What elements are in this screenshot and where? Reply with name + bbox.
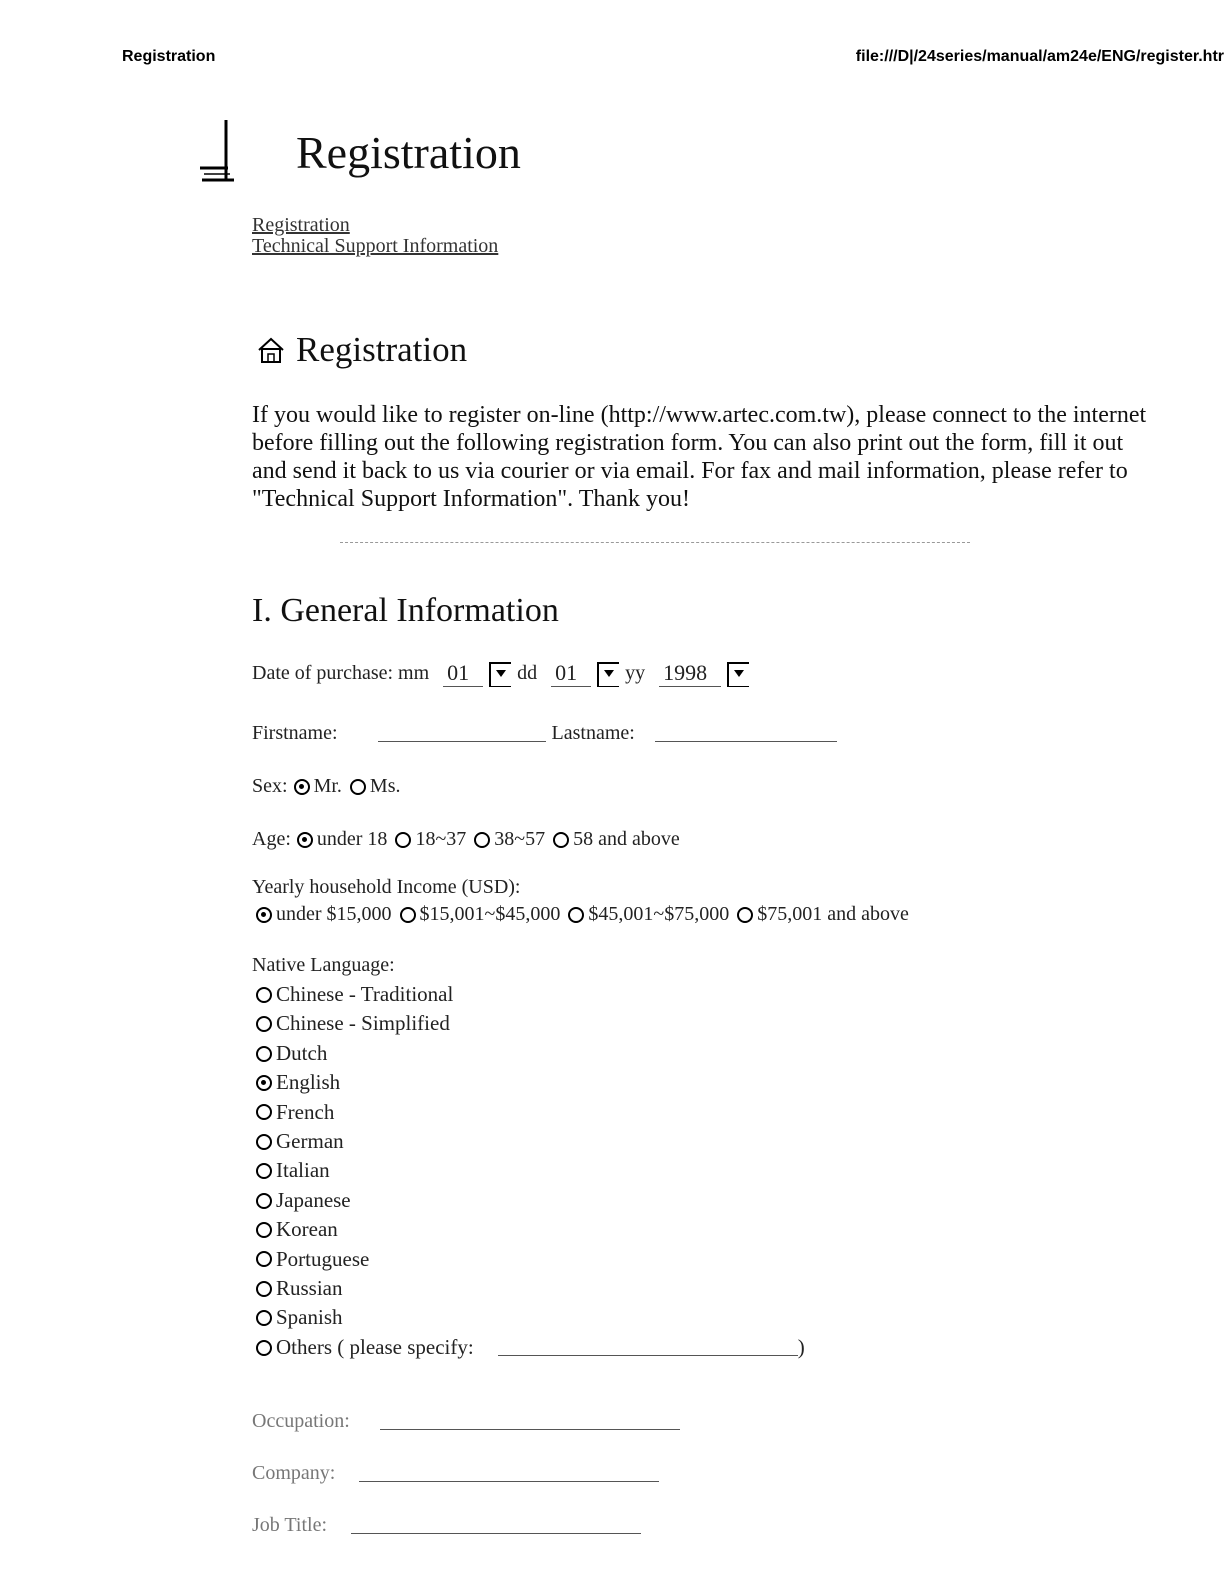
option-label: 58 and above — [573, 828, 680, 850]
radio-icon — [256, 1222, 272, 1238]
income-options-row — [256, 903, 917, 926]
language-option[interactable] — [256, 1098, 805, 1127]
company-label: Company: — [252, 1462, 336, 1484]
section-title: Registration — [296, 330, 468, 369]
income-option[interactable] — [256, 903, 392, 926]
radio-icon — [256, 1016, 272, 1032]
job-title-label: Job Title: — [252, 1514, 328, 1536]
radio-icon — [737, 907, 753, 923]
radio-icon — [256, 1104, 272, 1120]
radio-icon — [568, 907, 584, 923]
option-label: $45,001~$75,000 — [588, 903, 730, 925]
occupation-row — [252, 1410, 680, 1433]
language-label: Native Language: — [252, 954, 395, 976]
income-label-row — [252, 876, 521, 899]
option-label: 38~57 — [494, 828, 546, 850]
divider — [340, 542, 970, 543]
print-header-url: file:///D|/24series/manual/am24e/ENG/register.htr — [855, 48, 1224, 65]
month-value: 01 — [443, 660, 483, 687]
radio-icon — [256, 1193, 272, 1209]
age-option[interactable] — [474, 828, 545, 851]
lastname-label: Lastname: — [551, 722, 635, 744]
age-row — [252, 828, 688, 851]
option-label: Ms. — [369, 775, 401, 797]
option-label: 18~37 — [415, 828, 467, 850]
age-label: Age: — [252, 828, 291, 850]
job-title-input[interactable] — [351, 1517, 641, 1534]
year-value: 1998 — [659, 660, 721, 687]
year-label: yy — [625, 662, 646, 684]
others-specify-input[interactable] — [498, 1339, 798, 1356]
option-label: Italian — [276, 1158, 330, 1183]
language-option[interactable] — [256, 1009, 805, 1038]
income-option[interactable] — [568, 903, 729, 926]
radio-icon — [400, 907, 416, 923]
radio-icon — [256, 987, 272, 1003]
income-option[interactable] — [400, 903, 561, 926]
language-options — [256, 980, 805, 1362]
age-option[interactable] — [553, 828, 680, 851]
section-heading — [256, 330, 467, 370]
radio-icon — [395, 832, 411, 848]
radio-icon — [256, 1310, 272, 1326]
option-label: English — [276, 1070, 341, 1095]
name-row — [252, 722, 837, 745]
bookmark-logo-icon — [196, 118, 236, 186]
sex-label: Sex: — [252, 775, 288, 797]
language-option[interactable] — [256, 1156, 805, 1185]
radio-icon — [256, 1340, 272, 1356]
day-value: 01 — [551, 660, 591, 687]
home-icon — [256, 336, 286, 364]
month-select[interactable] — [443, 660, 511, 687]
age-option[interactable] — [395, 828, 466, 851]
language-option[interactable] — [256, 1245, 805, 1274]
intro-text: If you would like to register on-line (http://www.artec.com.tw), please connect to the internet before filling out the following registration form. You can also print out the form, fill it out and send it back to us via courier or via email. For fax and mail information, please refer to "Technical Support Information". Thank you! — [252, 402, 1147, 512]
option-label: $75,001 and above — [757, 903, 909, 925]
language-option[interactable] — [256, 1127, 805, 1156]
page-title: Registration — [296, 127, 521, 178]
option-label: French — [276, 1099, 335, 1124]
radio-icon — [553, 832, 569, 848]
sex-row — [252, 775, 408, 798]
day-label: dd — [517, 662, 538, 684]
radio-selected-icon — [297, 832, 313, 848]
language-label-row — [252, 954, 395, 977]
lastname-input[interactable] — [655, 725, 837, 742]
language-option[interactable] — [256, 1039, 805, 1068]
income-label: Yearly household Income (USD): — [252, 876, 521, 898]
language-option-others[interactable] — [256, 1333, 805, 1362]
language-option[interactable] — [256, 1186, 805, 1215]
radio-icon — [256, 1134, 272, 1150]
dropdown-arrow-icon — [489, 662, 511, 687]
option-label: Russian — [276, 1276, 343, 1301]
radio-icon — [256, 1251, 272, 1267]
language-option[interactable] — [256, 1303, 805, 1332]
language-option[interactable] — [256, 980, 805, 1009]
day-select[interactable] — [551, 660, 619, 687]
language-option[interactable] — [256, 1274, 805, 1303]
option-label: $15,001~$45,000 — [419, 903, 561, 925]
option-label: under $15,000 — [276, 903, 392, 925]
radio-selected-icon — [256, 1075, 272, 1091]
others-close-paren: ) — [797, 1334, 805, 1359]
firstname-input[interactable] — [378, 725, 546, 742]
language-option[interactable] — [256, 1068, 805, 1097]
occupation-input[interactable] — [380, 1413, 680, 1430]
general-info-heading: I. General Information — [252, 592, 559, 629]
toc-link-technical-support[interactable]: Technical Support Information — [252, 235, 499, 257]
print-header-title: Registration — [122, 48, 216, 65]
sex-option-ms[interactable] — [350, 775, 401, 798]
company-row — [252, 1462, 659, 1485]
toc-link-registration[interactable]: Registration — [252, 214, 350, 236]
job-title-row — [252, 1514, 641, 1537]
age-option[interactable] — [297, 828, 388, 851]
dropdown-arrow-icon — [597, 662, 619, 687]
option-label: Chinese - Traditional — [276, 982, 454, 1006]
option-label: Chinese - Simplified — [276, 1011, 450, 1036]
income-option[interactable] — [737, 903, 909, 926]
option-label: under 18 — [316, 828, 388, 850]
radio-icon — [474, 832, 490, 848]
option-label: Others ( please specify: — [276, 1334, 474, 1359]
option-label: German — [276, 1129, 344, 1154]
radio-icon — [256, 1163, 272, 1179]
radio-selected-icon — [256, 907, 272, 923]
radio-icon — [350, 779, 366, 795]
year-select[interactable] — [659, 660, 749, 687]
language-option[interactable] — [256, 1215, 805, 1244]
company-input[interactable] — [359, 1465, 659, 1482]
option-label: Portuguese — [276, 1246, 370, 1271]
table-of-contents — [252, 215, 498, 257]
firstname-label: Firstname: — [252, 722, 338, 744]
radio-icon — [256, 1046, 272, 1062]
date-of-purchase-row — [252, 660, 755, 687]
option-label: Japanese — [276, 1187, 351, 1212]
radio-icon — [256, 1281, 272, 1297]
option-label: Korean — [276, 1217, 338, 1242]
sex-option-mr[interactable] — [294, 775, 342, 798]
date-label: Date of purchase: mm — [252, 662, 430, 684]
option-label: Mr. — [313, 775, 342, 797]
occupation-label: Occupation: — [252, 1410, 350, 1432]
radio-selected-icon — [294, 779, 310, 795]
option-label: Spanish — [276, 1305, 343, 1330]
dropdown-arrow-icon — [727, 662, 749, 687]
option-label: Dutch — [276, 1040, 328, 1065]
